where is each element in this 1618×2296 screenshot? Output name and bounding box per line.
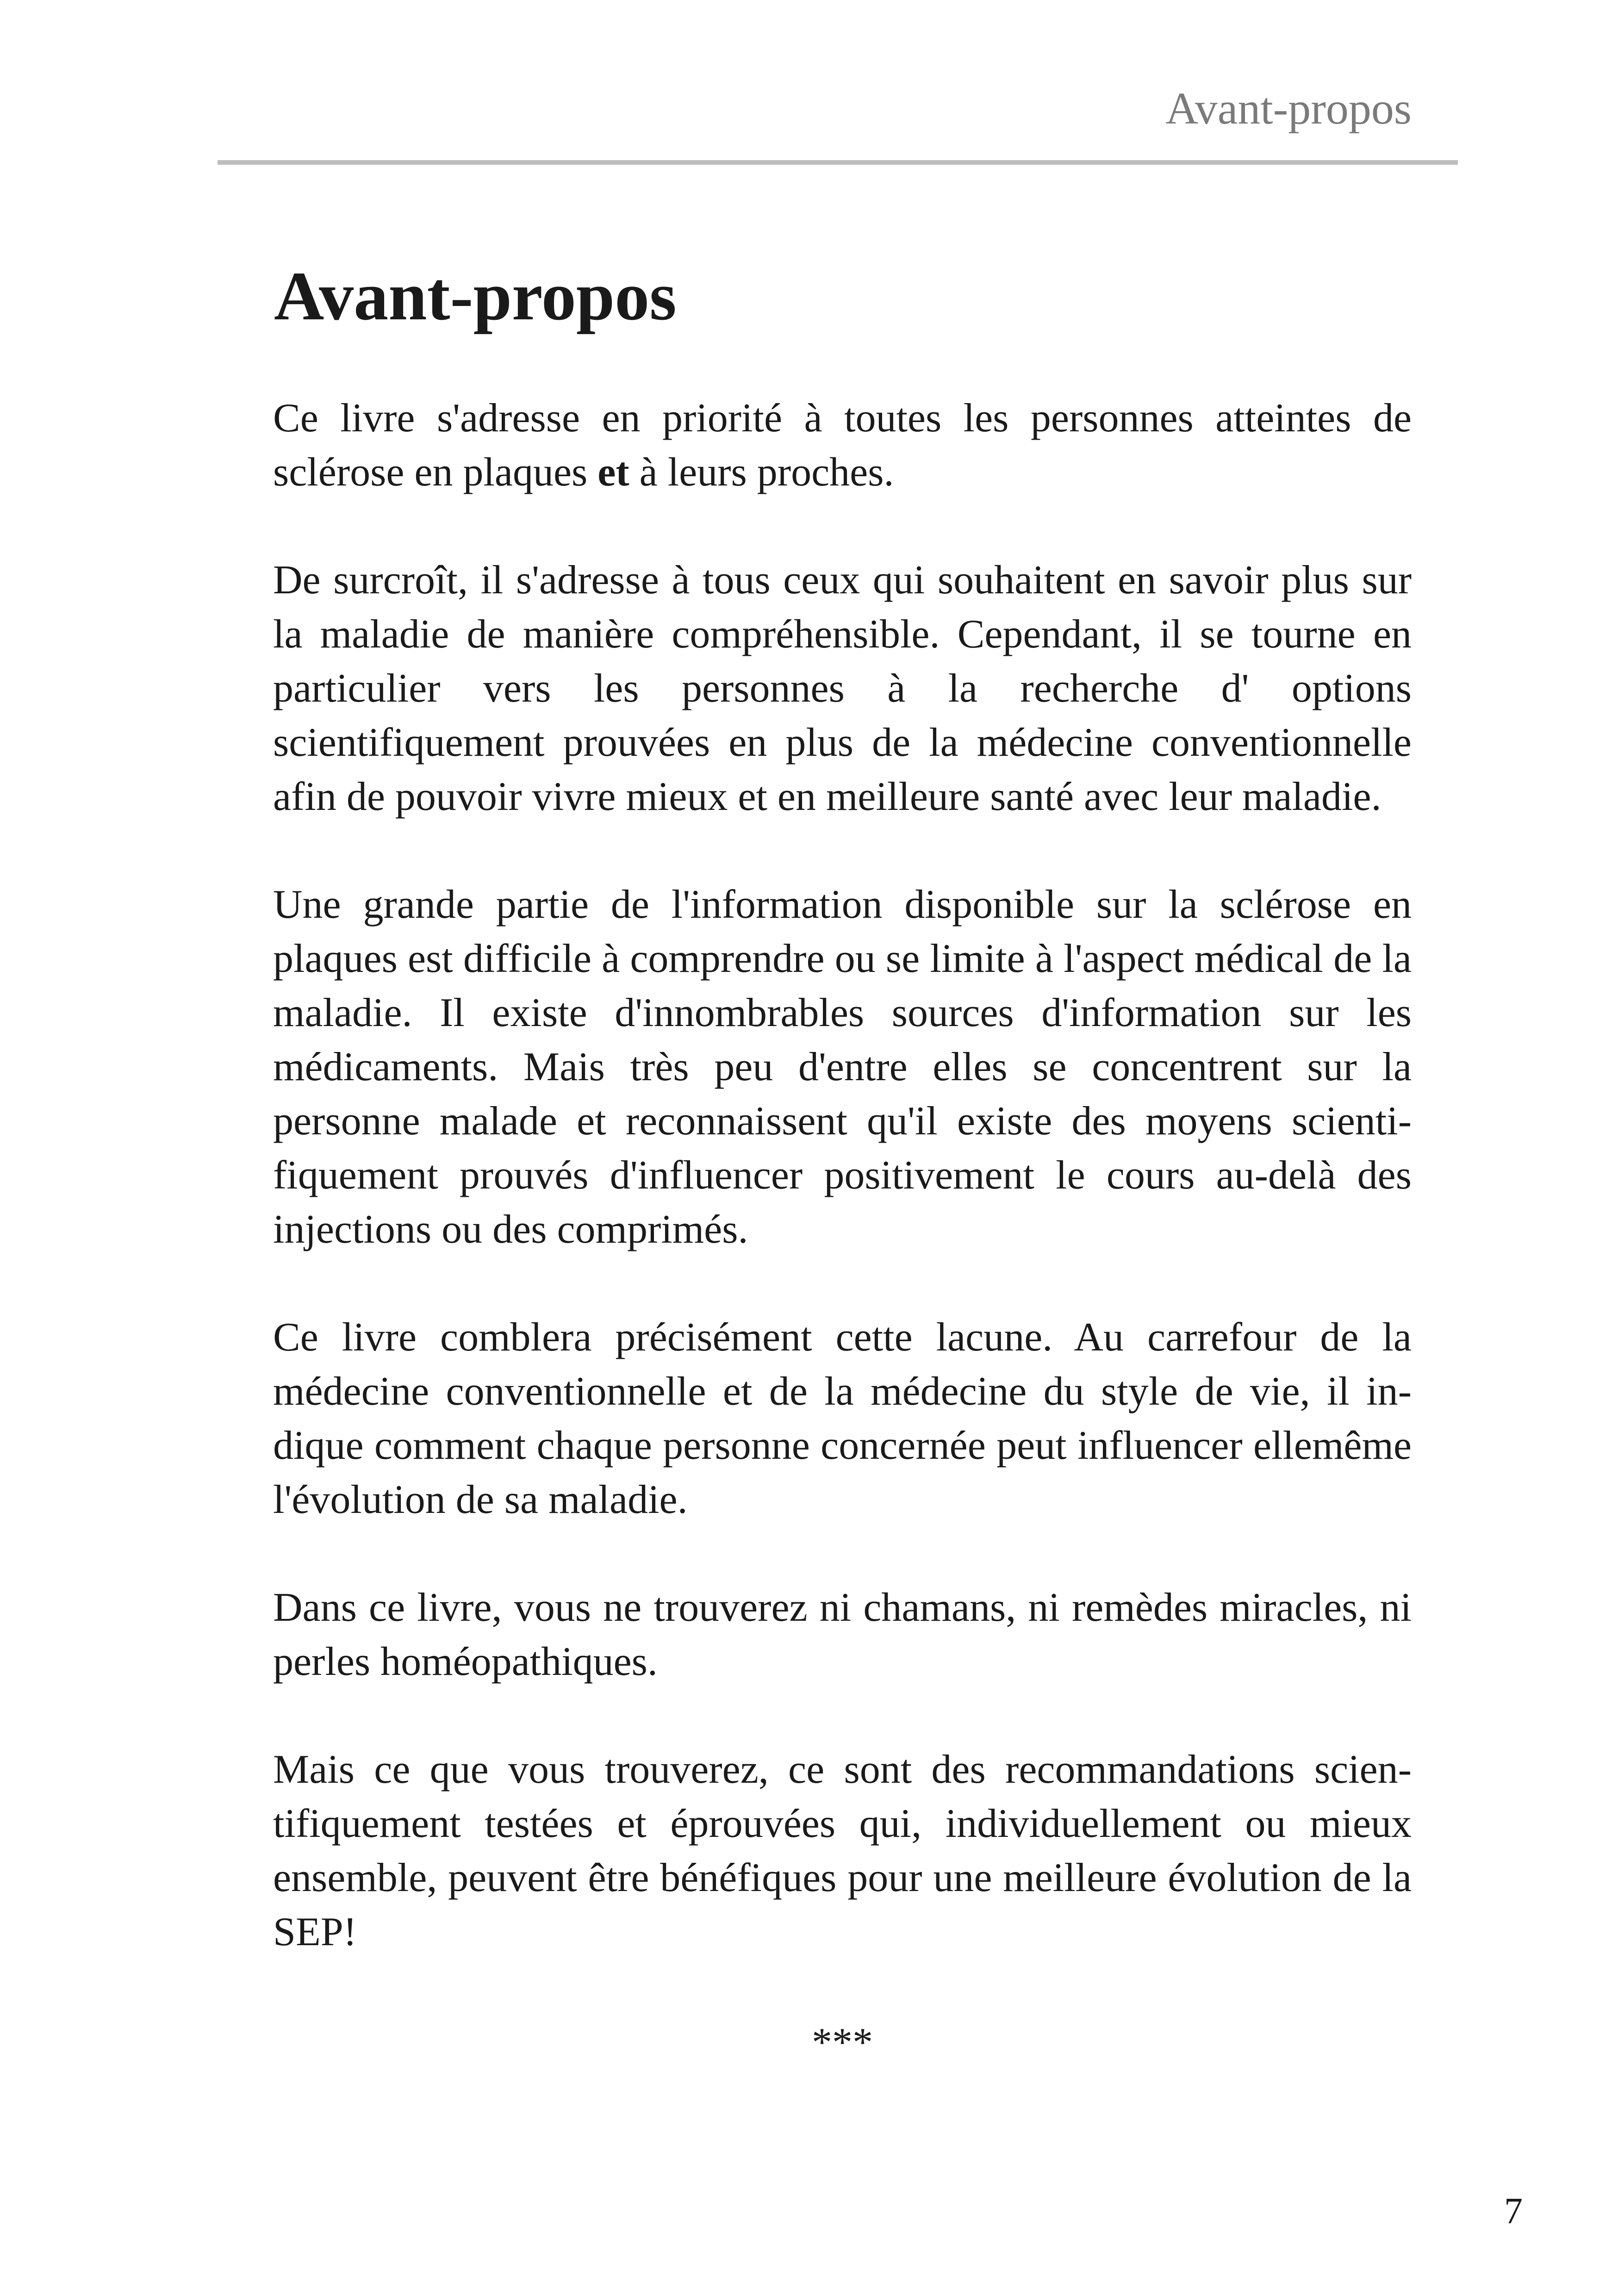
paragraph-recommendations: Mais ce que vous trouverez, ce sont des recommandations scientifiquement testées et éprouvées qui, individuellement ou mieux ensemble, peuvent être bénéfiques pour une meilleure évolution de la SEP! bbox=[273, 1747, 1412, 1954]
paragraph-audience-end: à leurs proches. bbox=[629, 450, 894, 495]
paragraph-book-purpose: Ce livre comblera précisément cette lacune. Au carrefour de la médecine conventionnelle et de la médecine du style de vie, il indique comment chaque personne concernée peut influencer ellemême l'évolution de sa maladie. bbox=[273, 1315, 1412, 1522]
page-number: 7 bbox=[1504, 2191, 1523, 2232]
paragraph-audience-start: Ce livre s'adresse en priorité à toutes les personnes atteintes de sclérose en plaques bbox=[273, 396, 1412, 495]
paragraph-audience bbox=[273, 391, 1412, 499]
emphasis-et: et bbox=[597, 450, 629, 495]
running-header: Avant-propos bbox=[1165, 84, 1412, 134]
paragraph-information-gap: Une grande partie de l'information disponible sur la sclérose en plaques est difficile à comprendre ou se limite à l'aspect médical de la maladie. Il existe d'innombrables sources d'information sur les médicaments. Mais très peu d'entre elles se concentrent sur la personne malade et reconnaissent qu'il existe des moyens scientifiquement prouvés d'influencer positivement le cours au-delà des injections ou des comprimés. bbox=[273, 882, 1412, 1252]
header-divider bbox=[218, 160, 1458, 165]
body-text bbox=[273, 391, 1412, 1959]
chapter-title: Avant-propos bbox=[274, 258, 677, 335]
section-separator: *** bbox=[812, 2020, 873, 2065]
paragraph-broader-audience: De surcroît, il s'adresse à tous ceux qui souhaitent en savoir plus sur la maladie de manière compréhensible. Cependant, il se tourne en particulier vers les personnes à la recherche d' options scientifiquement prouvées en plus de la médecine conventionnelle afin de pouvoir vivre mieux et en meilleure santé avec leur maladie. bbox=[273, 558, 1412, 819]
paragraph-disclaimer: Dans ce livre, vous ne trouverez ni chamans, ni remèdes miracles, ni perles homéopathiques. bbox=[273, 1585, 1412, 1684]
